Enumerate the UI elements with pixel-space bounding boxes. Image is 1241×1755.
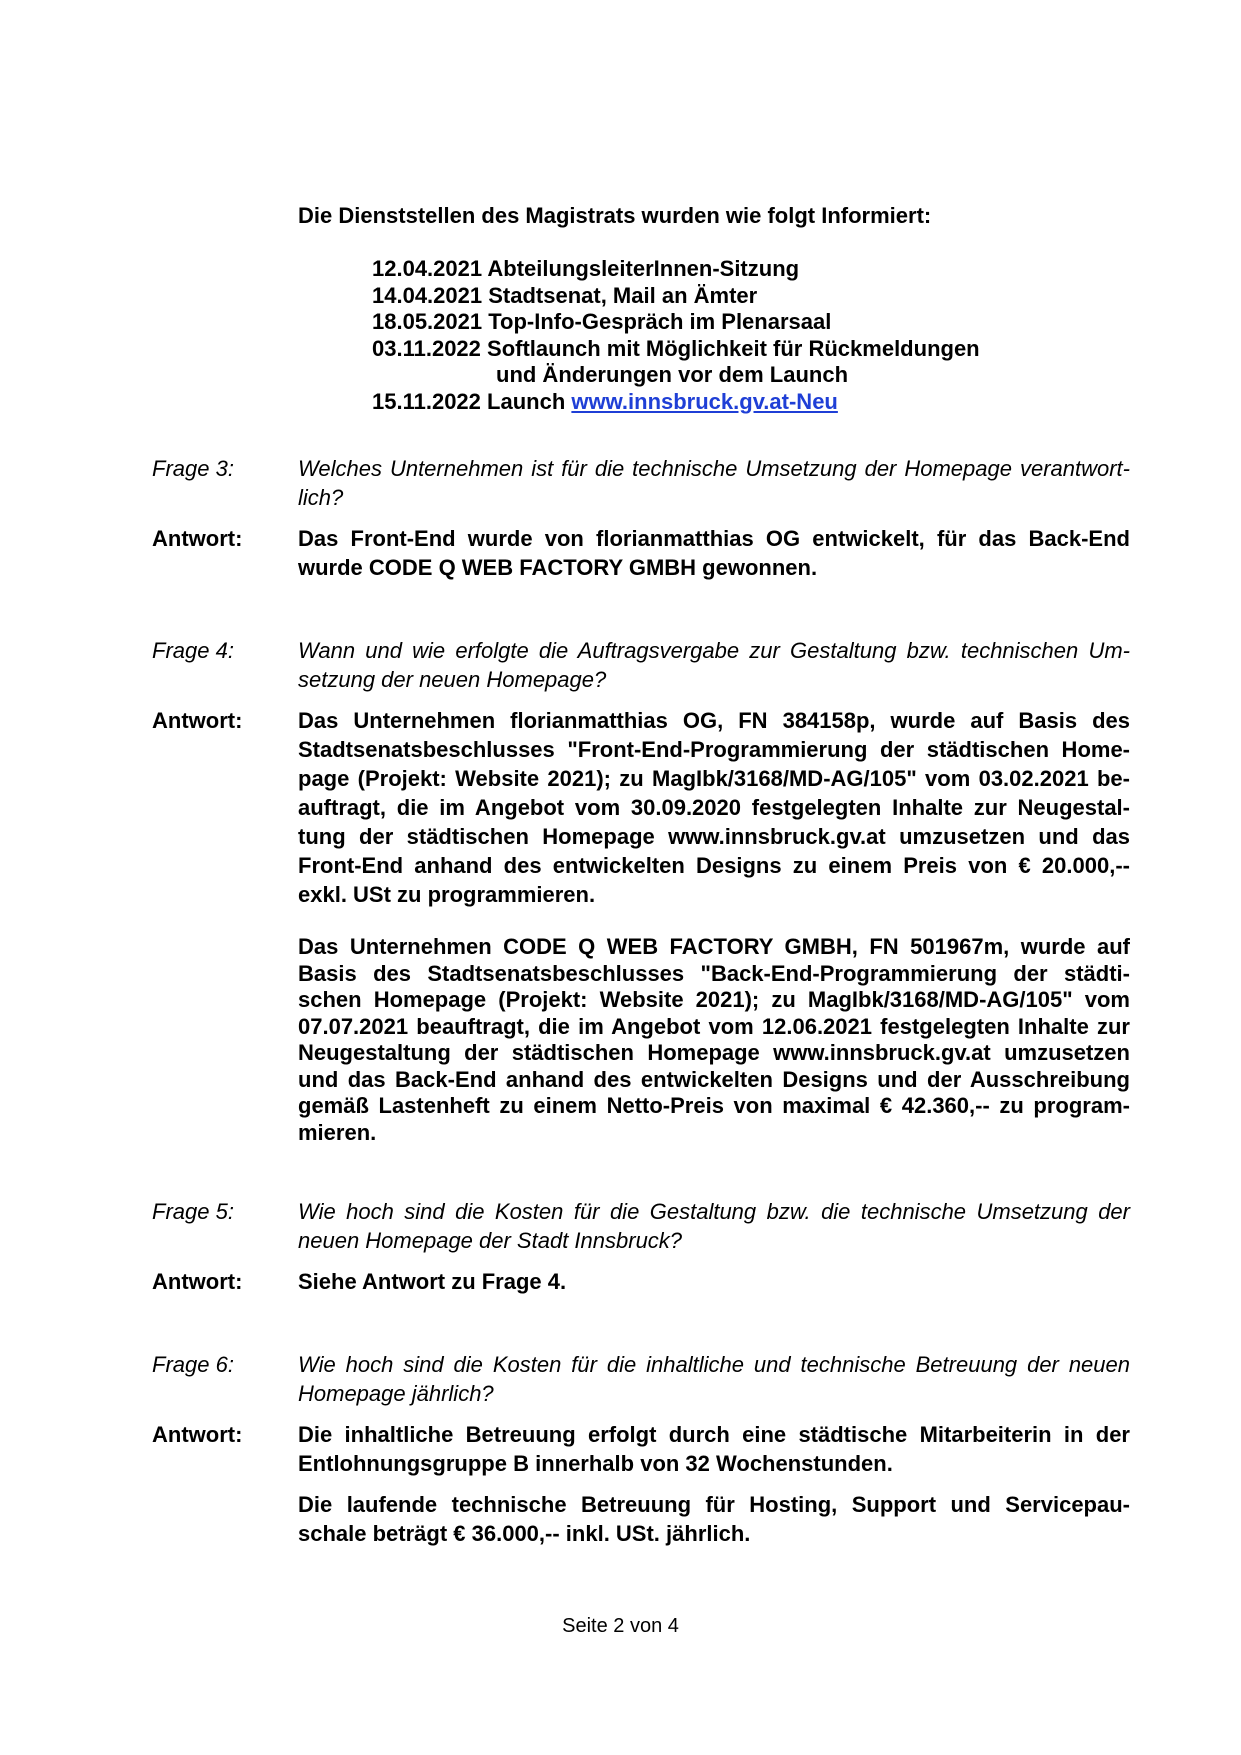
date-item-text: AbteilungsleiterInnen-Sitzung [487, 256, 800, 281]
answer-label: Antwort: [152, 1269, 243, 1294]
question-text: Wie hoch sind die Kosten für die inhaltliche und technische Betreuung der neuen Homepage jährlich? [298, 1352, 1130, 1406]
date-item [372, 309, 1132, 336]
date-item-date: 15.11.2022 [372, 388, 481, 414]
date-item-continuation: und Änderungen vor dem Launch [496, 362, 849, 387]
homepage-link[interactable]: www.innsbruck.gv.at-Neu [571, 388, 838, 414]
question-label: Frage 3: [152, 456, 234, 481]
question-text: Wann und wie erfolgte die Auftragsvergabe zur Gestaltung bzw. technischen Um-setzung der neuen Homepage? [298, 638, 1130, 692]
date-item-text: Softlaunch mit Möglichkeit für Rückmeldungen [487, 335, 980, 361]
date-item [372, 256, 1132, 283]
question-text: Wie hoch sind die Kosten für die Gestaltung bzw. die technische Umsetzung der neuen Homepage der Stadt Innsbruck? [298, 1199, 1130, 1253]
date-item [372, 283, 1132, 310]
answer-text: Siehe Antwort zu Frage 4. [298, 1269, 567, 1294]
answer-text: Das Front-End wurde von florianmatthias OG entwickelt, für das Back-End wurde CODE Q WEB FACTORY GMBH gewonnen. [298, 526, 1130, 580]
date-list [372, 256, 1132, 415]
question-label: Frage 5: [152, 1199, 234, 1224]
date-item-text: Top-Info-Gespräch im Plenarsaal [488, 309, 832, 334]
answer-label: Antwort: [152, 526, 243, 551]
question-label: Frage 6: [152, 1352, 234, 1377]
answer-text: Das Unternehmen florianmatthias OG, FN 384158p, wurde auf Basis des Stadtsenatsbeschlusses "Front-End-Programmierung der städtischen Home-page (Projekt: Website 2021); zu MagIbk/3168/MD-AG/105" vom 03.02.2021 be-auftragt, die im Angebot vom 30.09.2020 festgelegten Inhalte zur Neugestal-tung der städtischen Homepage www.innsbruck.gv.at umzusetzen und das Front-End anhand des entwickelten Designs zu einem Preis von € 20.000,-- exkl. USt zu programmieren. [298, 708, 1130, 907]
answer-text: Die laufende technische Betreuung für Hosting, Support und Servicepau-schale beträgt € 36.000,-- inkl. USt. jährlich. [298, 1492, 1130, 1546]
date-item-date: 12.04.2021 [372, 256, 483, 281]
date-item-date: 03.11.2022 [372, 335, 481, 361]
date-item-text: Stadtsenat, Mail an Ämter [488, 282, 758, 308]
answer-label: Antwort: [152, 1422, 243, 1447]
date-item-text: Launch [487, 388, 566, 414]
date-item-date: 18.05.2021 [372, 309, 483, 334]
intro-heading: Die Dienststellen des Magistrats wurden wie folgt Informiert: [298, 203, 932, 228]
answer-label: Antwort: [152, 708, 243, 733]
answer-text: Die inhaltliche Betreuung erfolgt durch eine städtische Mitarbeiterin in der Entlohnungsgruppe B innerhalb von 32 Wochenstunden. [298, 1422, 1130, 1476]
date-item-date: 14.04.2021 [372, 282, 483, 308]
date-item [372, 336, 1132, 363]
date-item [372, 389, 1132, 416]
answer-text: Das Unternehmen CODE Q WEB FACTORY GMBH, FN 501967m, wurde auf Basis des Stadtsenatsbeschlusses "Back-End-Programmierung der städti-schen Homepage (Projekt: Website 2021); zu MagIbk/3168/MD-AG/105" vom 07.07.2021 beauftragt, die im Angebot vom 12.06.2021 festgelegten Inhalte zur Neugestaltung der städtischen Homepage www.innsbruck.gv.at umzusetzen und das Back-End anhand des entwickelten Designs und der Ausschreibung gemäß Lastenheft zu einem Netto-Preis von maximal € 42.360,-- zu program-mieren. [298, 934, 1130, 1145]
page-number: Seite 2 von 4 [562, 1615, 679, 1637]
question-text: Welches Unternehmen ist für die technische Umsetzung der Homepage verantwort-lich? [298, 456, 1130, 510]
question-label: Frage 4: [152, 638, 234, 663]
